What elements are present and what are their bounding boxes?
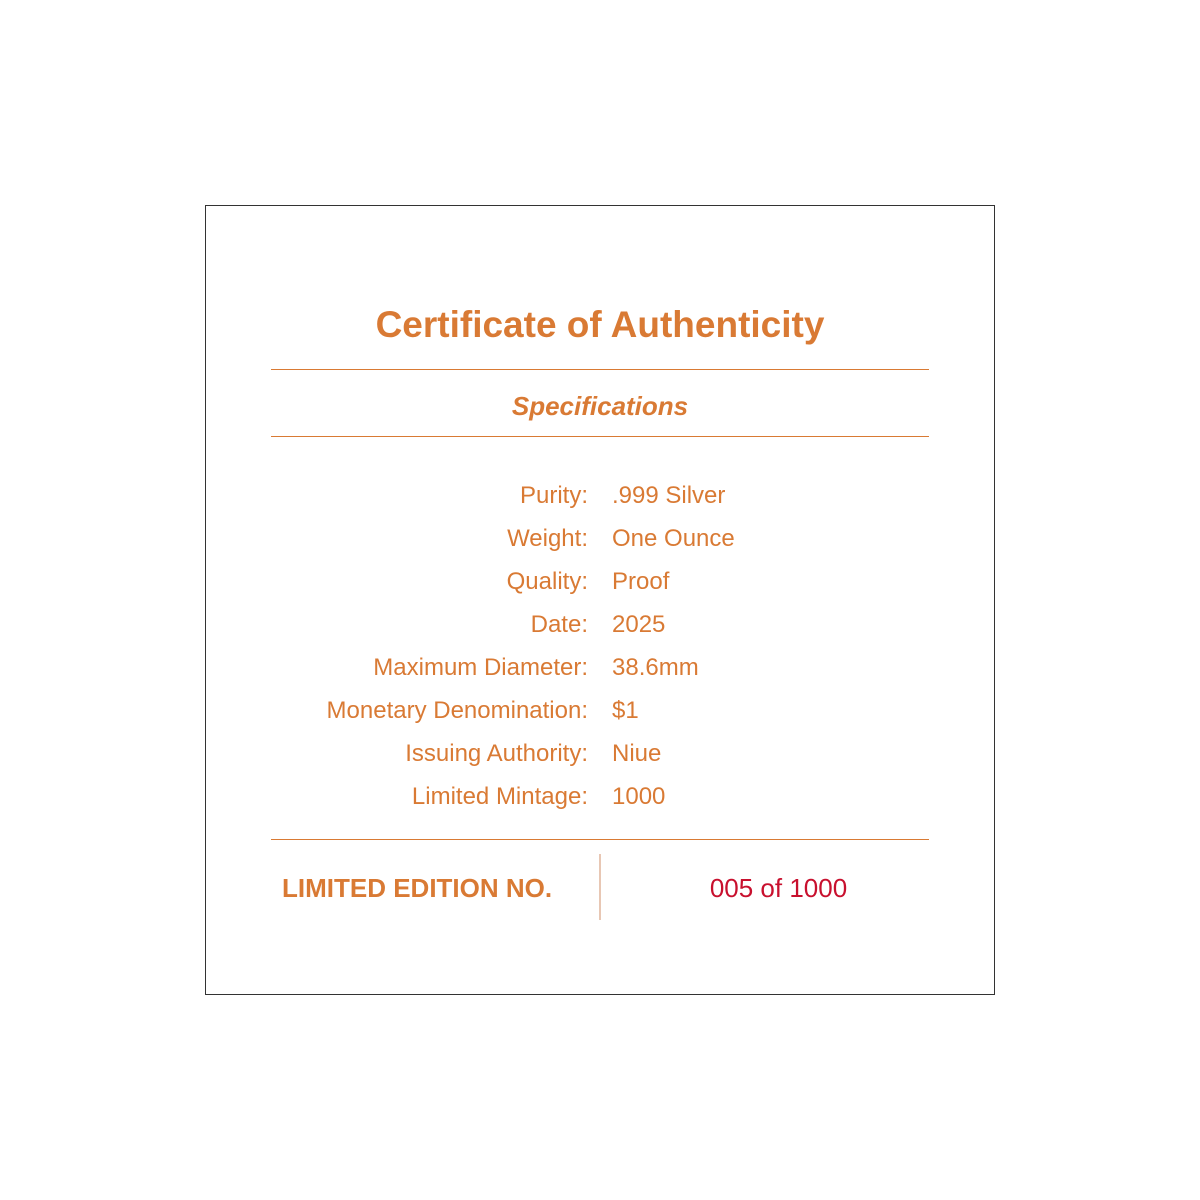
spec-row-purity — [206, 474, 994, 517]
spec-value: Proof — [612, 568, 670, 595]
spec-value: Niue — [612, 740, 662, 767]
spec-label: Purity: — [519, 482, 588, 509]
certificate-title: Certificate of Authenticity — [375, 304, 825, 345]
spec-row-limited-mintage — [206, 775, 994, 818]
spec-value: 1000 — [612, 783, 666, 810]
spec-row-weight — [206, 517, 994, 560]
spec-value: 2025 — [612, 611, 666, 638]
spec-row-issuing-authority — [206, 732, 994, 775]
spec-row-maximum-diameter — [206, 646, 994, 689]
spec-value: $1 — [612, 697, 639, 724]
spec-label: Issuing Authority: — [405, 740, 588, 767]
spec-label: Quality: — [506, 568, 588, 595]
spec-row-quality — [206, 560, 994, 603]
spec-value: One Ounce — [612, 525, 735, 552]
specifications-list — [206, 474, 994, 818]
limited-edition-label: LIMITED EDITION NO. — [282, 873, 553, 903]
specifications-heading: Specifications — [511, 391, 689, 421]
spec-label: Monetary Denomination: — [326, 697, 588, 724]
edition-divider-line — [271, 839, 929, 840]
spec-label: Limited Mintage: — [411, 783, 588, 810]
specifications-divider — [271, 436, 929, 437]
spec-value: .999 Silver — [612, 482, 726, 509]
certificate-card — [205, 205, 995, 995]
title-divider — [271, 369, 929, 370]
spec-label: Maximum Diameter: — [373, 654, 588, 681]
spec-value: 38.6mm — [612, 654, 699, 681]
spec-row-monetary-denomination — [206, 689, 994, 732]
limited-edition-number: 005 of 1000 — [709, 873, 848, 903]
spec-row-date — [206, 603, 994, 646]
spec-label: Date: — [530, 611, 588, 638]
spec-label: Weight: — [507, 525, 588, 552]
